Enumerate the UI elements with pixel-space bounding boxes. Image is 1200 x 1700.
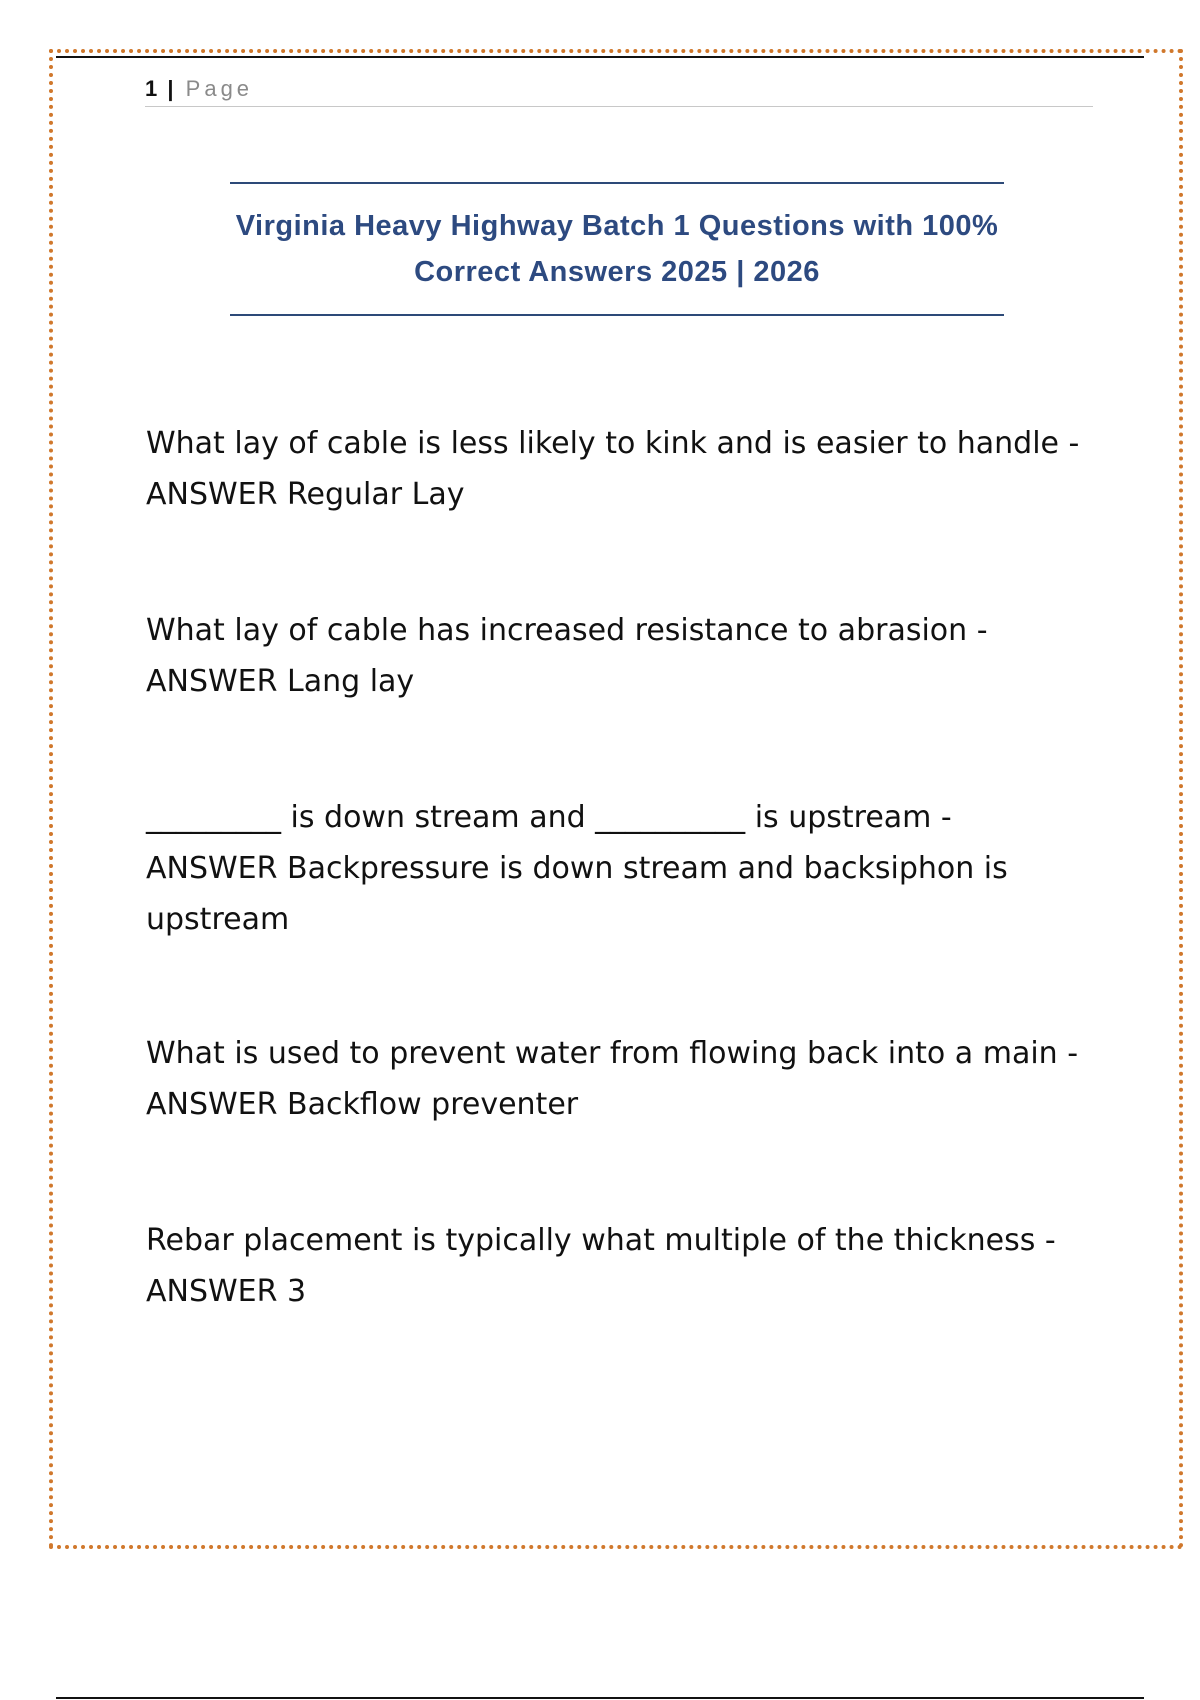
page-label: Page xyxy=(185,76,254,101)
answer-text: ANSWER Backflow preventer xyxy=(146,1087,579,1122)
answer-text: ANSWER 3 xyxy=(146,1274,307,1309)
page-header xyxy=(145,72,1093,107)
bottom-rule xyxy=(56,1697,1144,1699)
qa-item xyxy=(146,792,1086,945)
qa-item xyxy=(146,418,1086,520)
qa-item xyxy=(146,1028,1086,1130)
question-text: What lay of cable has increased resistance to abrasion - xyxy=(146,613,988,648)
question-text: What lay of cable is less likely to kink and is easier to handle - xyxy=(146,426,1080,461)
qa-item xyxy=(146,1215,1086,1317)
question-text: Rebar placement is typically what multiple of the thickness - xyxy=(146,1223,1056,1258)
page-number: 1 xyxy=(145,76,158,101)
question-text: _________ is down stream and __________ is upstream - xyxy=(146,800,952,835)
answer-text: ANSWER Regular Lay xyxy=(146,477,465,512)
top-rule xyxy=(56,56,1144,58)
answer-text: ANSWER Lang lay xyxy=(146,664,415,699)
question-text: What is used to prevent water from flowing back into a main - xyxy=(146,1036,1079,1071)
qa-item xyxy=(146,605,1086,707)
page-separator: | xyxy=(167,76,174,101)
answer-text: ANSWER Backpressure is down stream and backsiphon is upstream xyxy=(146,851,1008,937)
title-block xyxy=(230,182,1004,316)
document-title: Virginia Heavy Highway Batch 1 Questions with 100% Correct Answers 2025 | 2026 xyxy=(235,210,999,288)
